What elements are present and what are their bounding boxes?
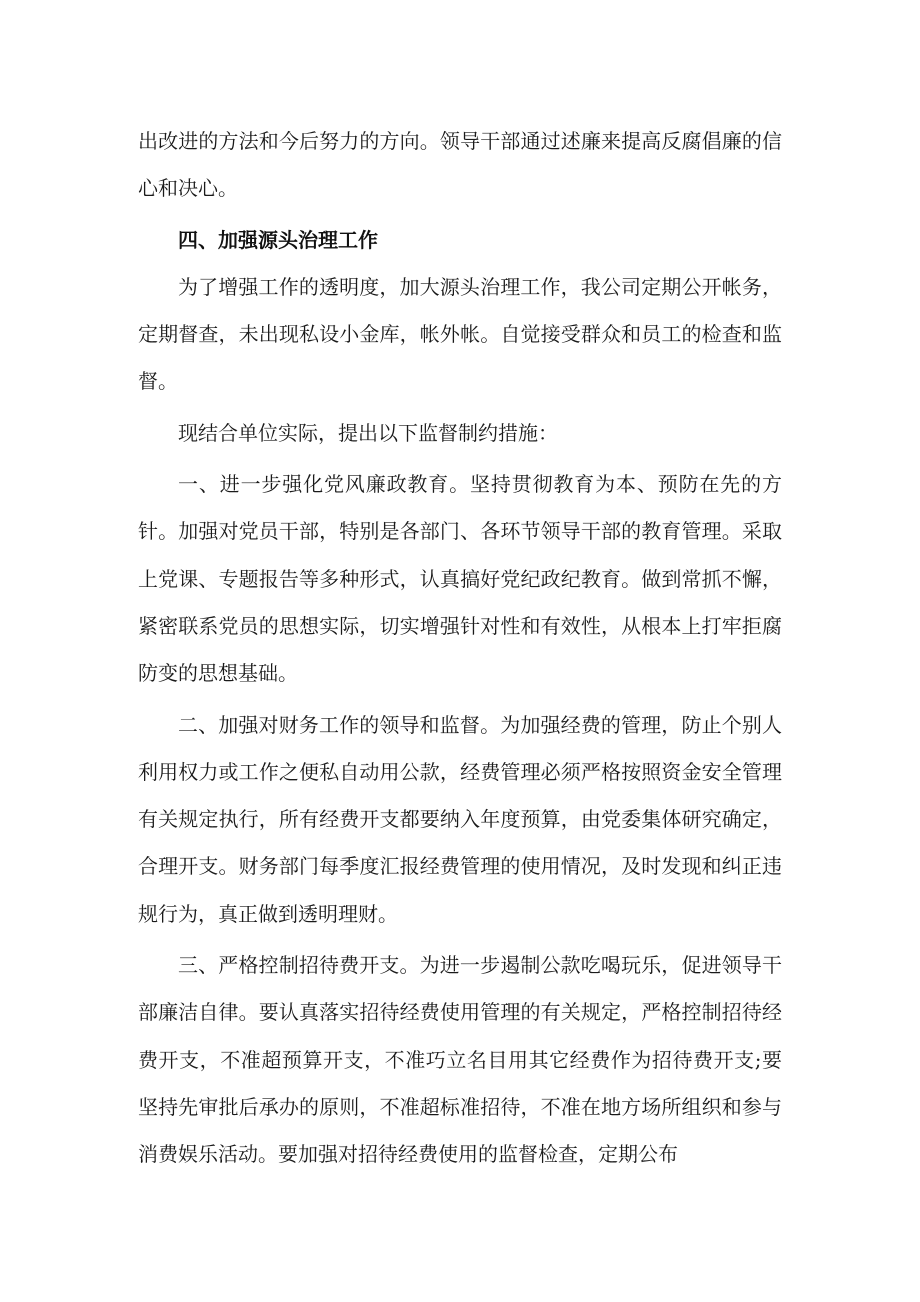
paragraph-measure-2: 二、加强对财务工作的领导和监督。为加强经费的管理，防止个别人利用权力或工作之便私自动用公款，经费管理必须严格按照资金安全管理有关规定执行，所有经费开支都要纳入年度预算，由党委集体研究确定，合理开支。财务部门每季度汇报经费管理的使用情况，及时发现和纠正违规行为，真正做到透明理财。 <box>138 712 782 926</box>
document-body <box>138 118 782 1179</box>
paragraph-continued: 出改进的方法和今后努力的方向。领导干部通过述廉来提高反腐倡廉的信心和决心。 <box>138 129 782 201</box>
paragraph-measure-3: 三、严格控制招待费开支。为进一步遏制公款吃喝玩乐，促进领导干部廉洁自律。要认真落实招待经费使用管理的有关规定，严格控制招待经费开支，不准超预算开支，不准巧立名目用其它经费作为招待费开支;要坚持先审批后承办的原则，不准超标准招待，不准在地方场所组织和参与消费娱乐活动。要加强对招待经费使用的监督检查，定期公布 <box>138 953 782 1167</box>
section-heading: 四、加强源头治理工作 <box>178 227 378 252</box>
paragraph-measure-1: 一、进一步强化党风廉政教育。坚持贯彻教育为本、预防在先的方针。加强对党员干部，特别是各部门、各环节领导干部的教育管理。采取上党课、专题报告等多种形式，认真搞好党纪政纪教育。做到常抓不懈，紧密联系党员的思想实际，切实增强针对性和有效性，从根本上打牢拒腐防变的思想基础。 <box>138 472 782 686</box>
paragraph-measures-intro: 现结合单位实际，提出以下监督制约措施： <box>178 420 558 445</box>
paragraph-source-governance: 为了增强工作的透明度，加大源头治理工作，我公司定期公开帐务，定期督查，未出现私设小金库，帐外帐。自觉接受群众和员工的检查和监督。 <box>138 274 782 394</box>
